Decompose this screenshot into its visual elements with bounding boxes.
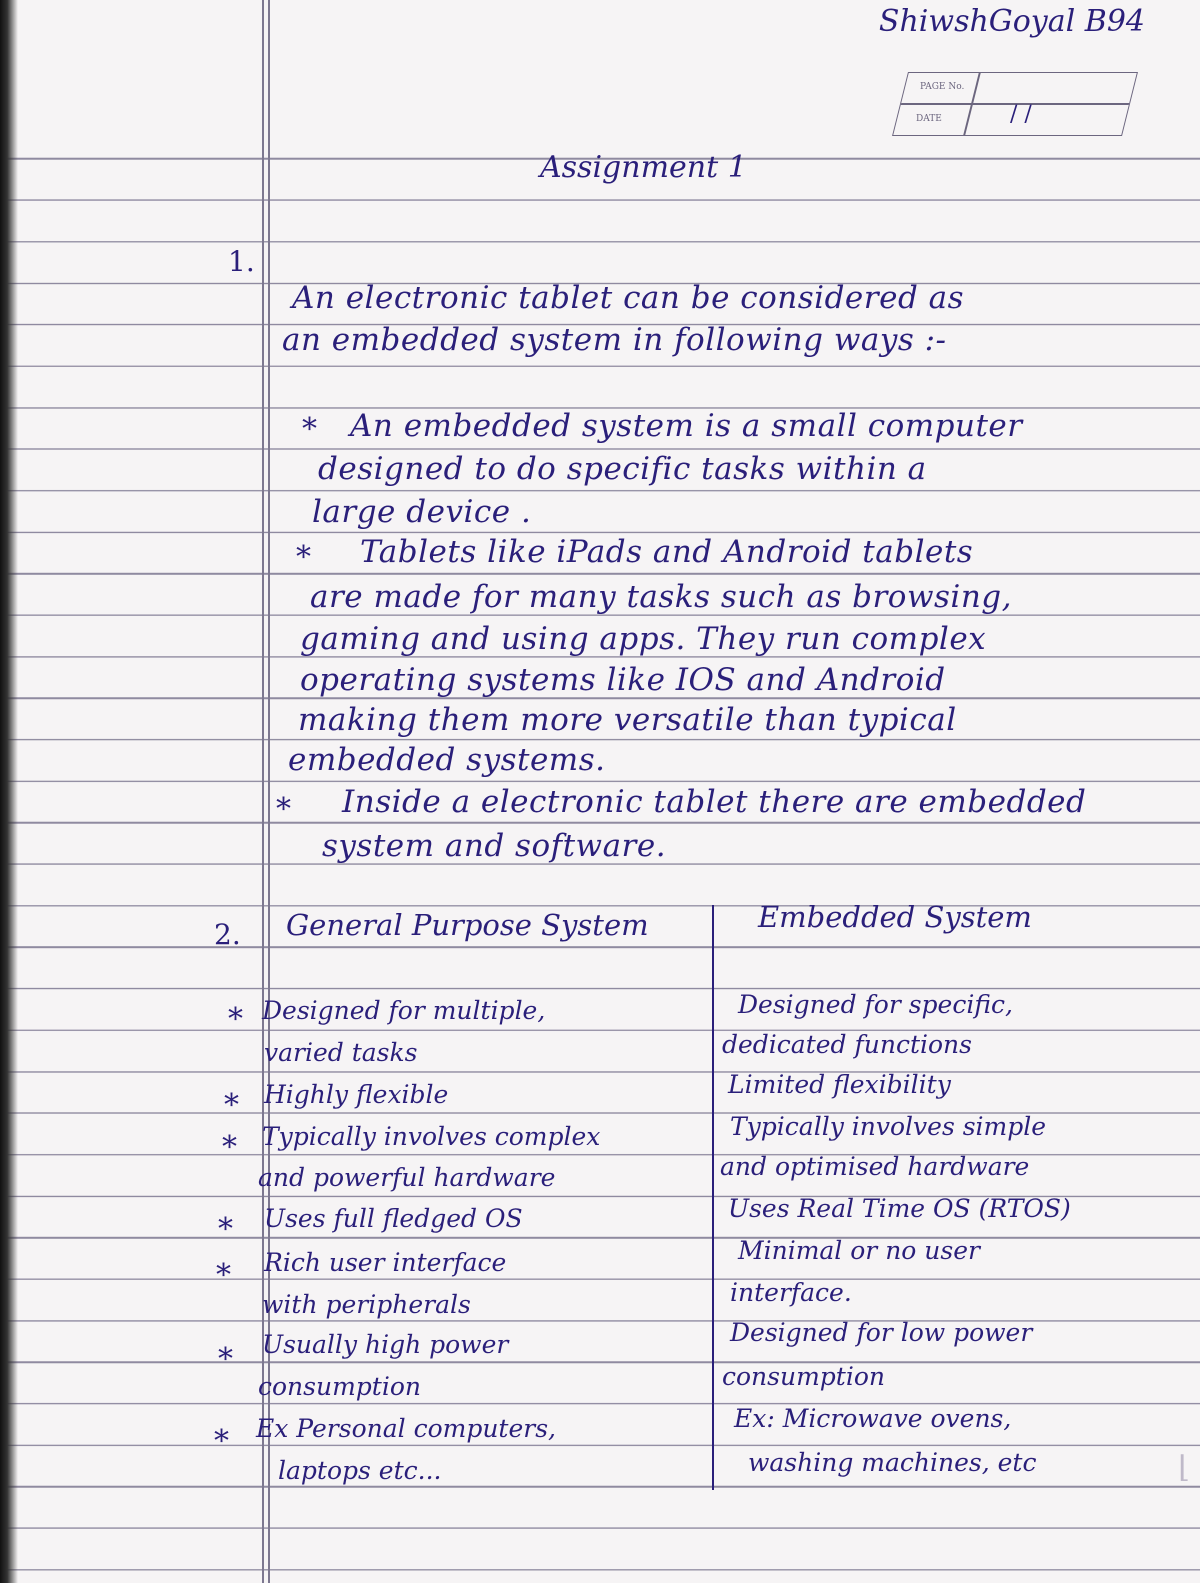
q1-point-1-line-2: designed to do specific tasks within a xyxy=(318,451,927,487)
row-3-embedded-line-2: and optimised hardware xyxy=(720,1152,1030,1181)
row-5-embedded-line-1: Minimal or no user xyxy=(738,1236,980,1265)
row-1-general-line-2: varied tasks xyxy=(264,1038,418,1067)
q1-point-2-line-6: embedded systems. xyxy=(288,742,606,778)
row-5-general-line-2: with peripherals xyxy=(262,1290,471,1319)
row-2-embedded-line-1: Limited flexibility xyxy=(728,1070,951,1099)
row-6-general-line-1: Usually high power xyxy=(262,1330,509,1359)
row-7-general-line-2: laptops etc... xyxy=(278,1456,442,1485)
page-number-label: PAGE No. xyxy=(920,82,965,92)
row-1-general-line-1: Designed for multiple, xyxy=(262,996,546,1025)
row-5-general-line-1: Rich user interface xyxy=(264,1248,507,1277)
row-3-marker: * xyxy=(222,1130,237,1165)
row-6-embedded-line-1: Designed for low power xyxy=(730,1318,1033,1347)
q1-point-1-line-1: An embedded system is a small computer xyxy=(350,408,1023,444)
row-1-embedded-line-1: Designed for specific, xyxy=(738,990,1013,1019)
binding-shadow xyxy=(0,0,18,1583)
student-name: ShiwshGoyal B94 xyxy=(878,4,1145,39)
row-1-embedded-line-2: dedicated functions xyxy=(722,1030,972,1059)
q1-point-2-line-1: Tablets like iPads and Android tablets xyxy=(360,534,974,570)
q1-point-1-marker: * xyxy=(302,412,317,447)
row-7-embedded-line-2: washing machines, etc xyxy=(748,1448,1037,1477)
q1-point-2-marker: * xyxy=(296,540,311,575)
q1-intro-line-2: an embedded system in following ways :- xyxy=(282,322,947,358)
question-2-number: 2. xyxy=(214,918,241,951)
row-3-general-line-1: Typically involves complex xyxy=(262,1122,601,1151)
q1-point-3-line-1: Inside a electronic tablet there are embedded xyxy=(342,784,1087,820)
row-7-general-line-1: Ex Personal computers, xyxy=(256,1414,556,1443)
row-4-marker: * xyxy=(218,1212,233,1247)
question-1-number: 1. xyxy=(228,245,255,278)
q1-intro-line-1: An electronic tablet can be considered as xyxy=(292,280,965,316)
row-6-general-line-2: consumption xyxy=(258,1372,421,1401)
col-header-general: General Purpose System xyxy=(286,908,649,942)
row-4-general-line-1: Uses full fledged OS xyxy=(264,1204,523,1233)
page-corner-mark: ⌊ xyxy=(1178,1450,1190,1485)
row-6-marker: * xyxy=(218,1342,233,1377)
row-5-embedded-line-2: interface. xyxy=(730,1278,852,1307)
date-label: DATE xyxy=(916,114,942,124)
q1-point-2-line-2: are made for many tasks such as browsing, xyxy=(310,579,1012,615)
col-header-embedded: Embedded System xyxy=(758,900,1032,934)
row-3-general-line-2: and powerful hardware xyxy=(258,1163,556,1192)
row-7-embedded-line-1: Ex: Microwave ovens, xyxy=(734,1404,1012,1433)
row-4-embedded-line-1: Uses Real Time OS (RTOS) xyxy=(728,1194,1071,1223)
table-divider xyxy=(712,905,714,1490)
q1-point-3-marker: * xyxy=(276,792,291,827)
row-1-marker: * xyxy=(228,1002,243,1037)
row-5-marker: * xyxy=(216,1258,231,1293)
page-title: Assignment 1 xyxy=(540,150,747,185)
row-2-marker: * xyxy=(224,1088,239,1123)
date-value: / / xyxy=(1010,102,1032,127)
q1-point-2-line-5: making them more versatile than typical xyxy=(298,702,957,738)
q1-point-3-line-2: system and software. xyxy=(322,828,667,864)
q1-point-2-line-3: gaming and using apps. They run complex xyxy=(300,621,987,657)
q1-point-1-line-3: large device . xyxy=(312,494,532,530)
row-3-embedded-line-1: Typically involves simple xyxy=(730,1112,1047,1141)
row-2-general-line-1: Highly flexible xyxy=(264,1080,449,1109)
row-6-embedded-line-2: consumption xyxy=(722,1362,885,1391)
q1-point-2-line-4: operating systems like IOS and Android xyxy=(300,662,946,698)
row-7-marker: * xyxy=(214,1424,229,1459)
